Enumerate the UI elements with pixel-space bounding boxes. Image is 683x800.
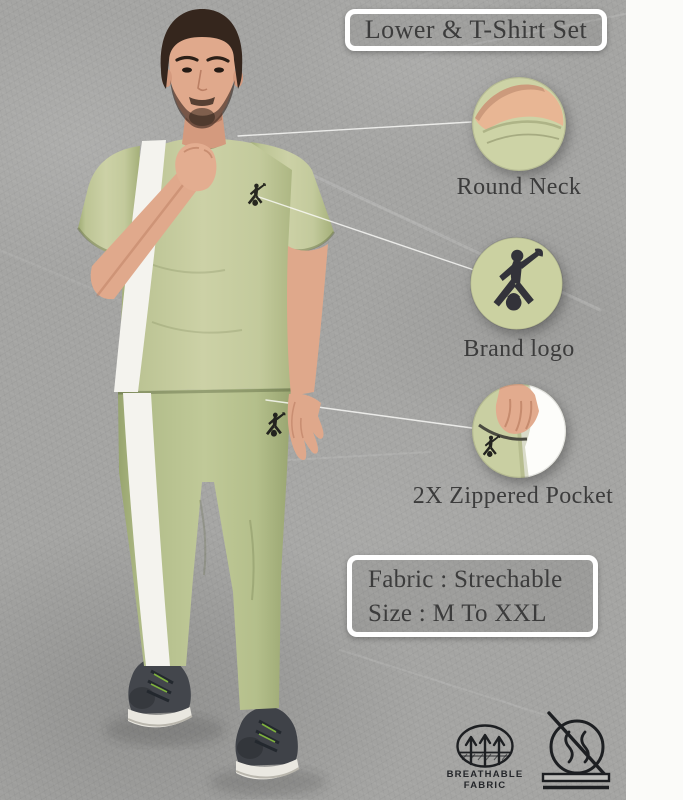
brand-logo-thumbnail: [470, 237, 563, 330]
fabric-size-box: [347, 555, 598, 637]
title-box: [345, 9, 607, 51]
size-line: Size : M To XXL: [368, 600, 547, 627]
person: [78, 9, 477, 779]
round-neck-thumbnail: [471, 76, 567, 172]
right-margin: [626, 0, 683, 800]
track-pants: [118, 388, 291, 710]
hanging-arm: [287, 244, 328, 460]
round-neck-label: Round Neck: [456, 174, 582, 200]
breathable-fabric-label: BREATHABLE FABRIC: [446, 769, 524, 791]
fabric-line: Fabric : Strechable: [368, 566, 563, 593]
title-text: Lower & T-Shirt Set: [364, 15, 588, 44]
brand-logo-label: Brand logo: [463, 336, 575, 362]
zippered-pocket-thumbnail: [471, 383, 567, 479]
breathable-fabric-icon: [455, 723, 515, 771]
no-steam-iron-icon: [541, 710, 613, 792]
zippered-pocket-label: 2X Zippered Pocket: [412, 483, 614, 509]
face: [161, 9, 243, 149]
